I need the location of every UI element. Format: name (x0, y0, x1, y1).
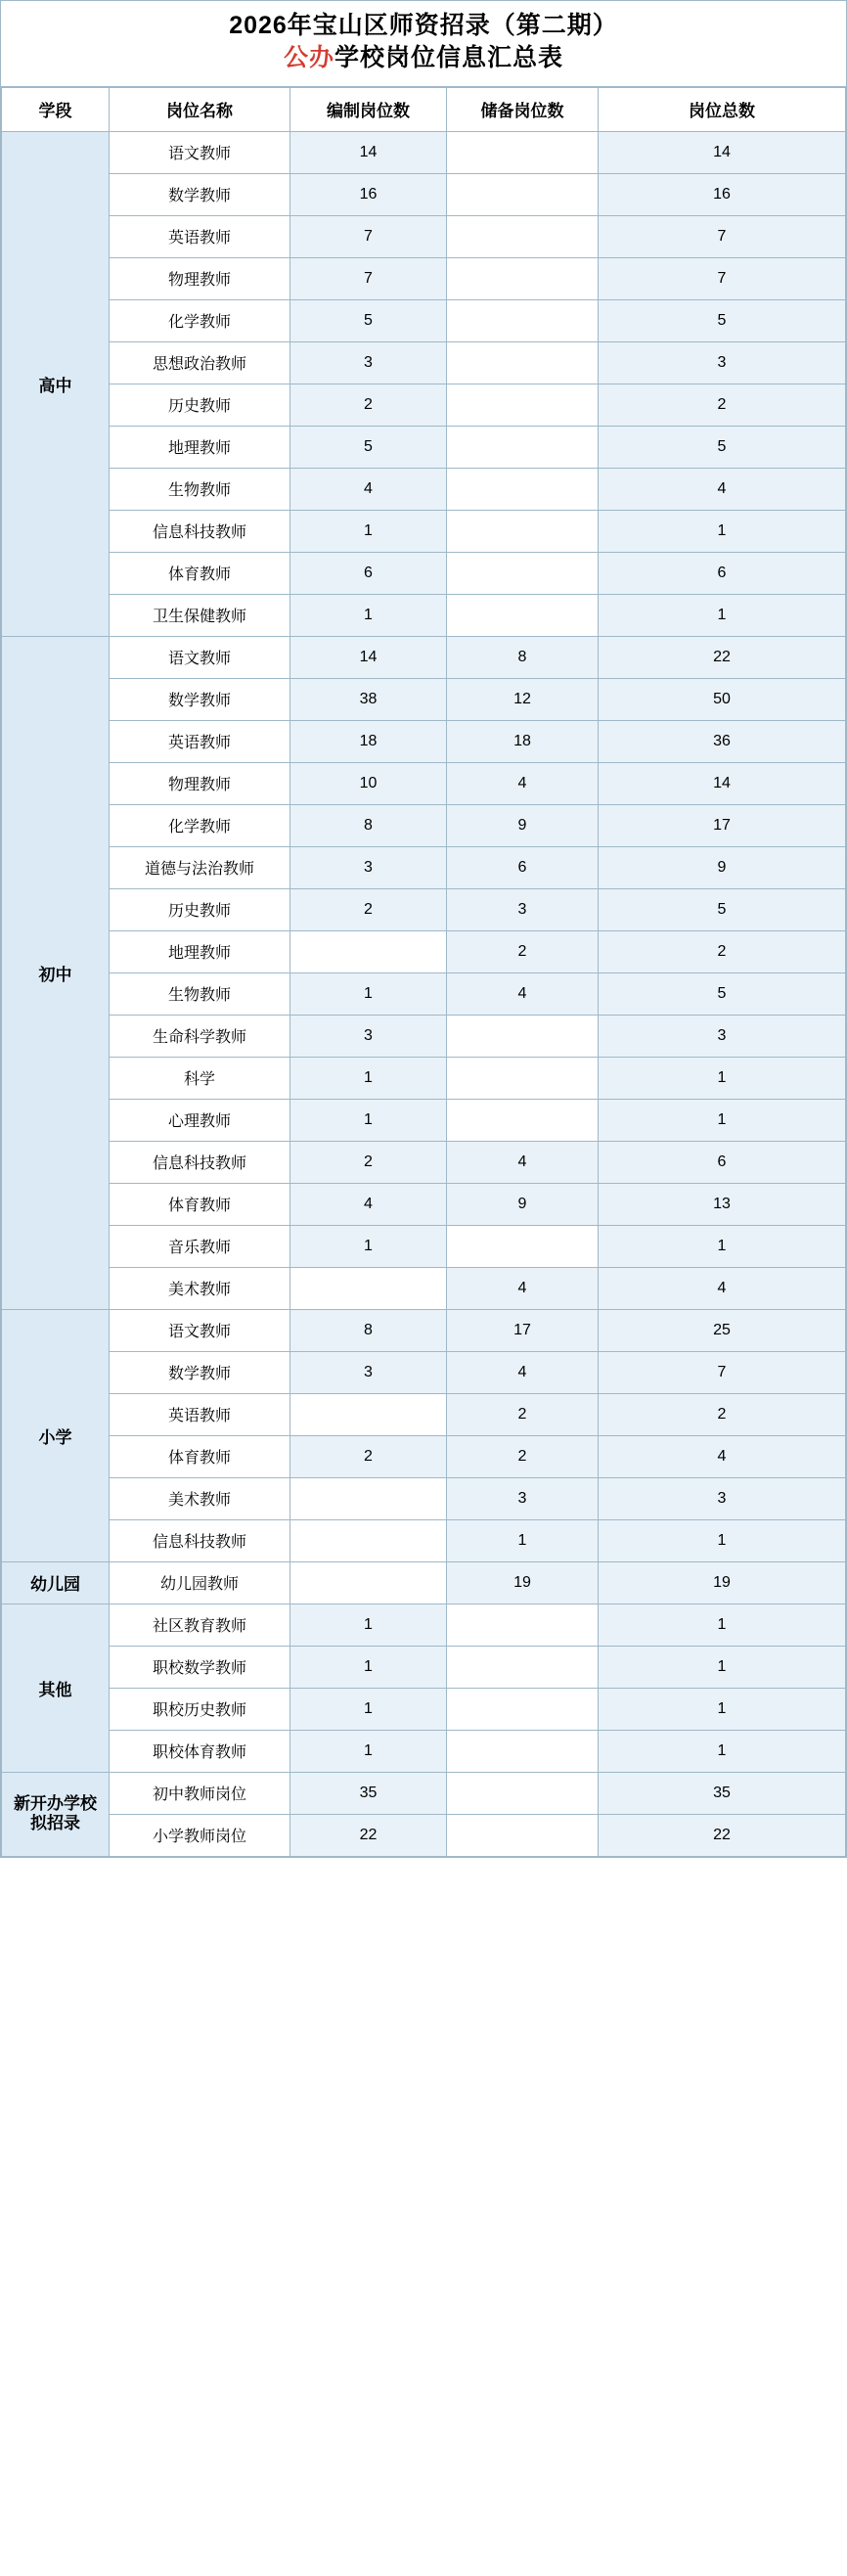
quota-cell: 1 (290, 1730, 447, 1772)
reserve-cell: 6 (447, 846, 599, 888)
quota-cell: 5 (290, 299, 447, 341)
post-name-cell: 思想政治教师 (110, 341, 290, 384)
reserve-cell: 19 (447, 1561, 599, 1604)
reserve-cell: 2 (447, 930, 599, 972)
quota-cell: 3 (290, 1351, 447, 1393)
table-row (2, 552, 846, 594)
reserve-cell: 3 (447, 888, 599, 930)
post-name-cell: 体育教师 (110, 1183, 290, 1225)
quota-cell (290, 930, 447, 972)
positions-table (1, 87, 846, 1857)
reserve-cell: 9 (447, 1183, 599, 1225)
post-name-cell: 心理教师 (110, 1099, 290, 1141)
reserve-cell (447, 1225, 599, 1267)
total-cell: 6 (599, 552, 846, 594)
title-highlight: 公办 (283, 44, 334, 72)
total-cell: 4 (599, 468, 846, 510)
quota-cell: 7 (290, 215, 447, 257)
total-cell: 5 (599, 299, 846, 341)
reserve-cell (447, 341, 599, 384)
table-row (2, 1561, 846, 1604)
total-cell: 22 (599, 636, 846, 678)
reserve-cell (447, 1057, 599, 1099)
column-header-reserve: 储备岗位数 (447, 87, 599, 131)
post-name-cell: 信息科技教师 (110, 1519, 290, 1561)
post-name-cell: 社区教育教师 (110, 1604, 290, 1646)
post-name-cell: 历史教师 (110, 888, 290, 930)
total-cell: 6 (599, 1141, 846, 1183)
reserve-cell (447, 1646, 599, 1688)
reserve-cell: 1 (447, 1519, 599, 1561)
table-row (2, 257, 846, 299)
total-cell: 2 (599, 384, 846, 426)
table-row (2, 215, 846, 257)
stage-cell: 高中 (2, 131, 110, 636)
total-cell: 7 (599, 215, 846, 257)
quota-cell: 3 (290, 1015, 447, 1057)
stage-cell: 小学 (2, 1309, 110, 1561)
total-cell: 2 (599, 930, 846, 972)
table-row (2, 1393, 846, 1435)
post-name-cell: 数学教师 (110, 678, 290, 720)
quota-cell (290, 1267, 447, 1309)
table-row (2, 846, 846, 888)
reserve-cell (447, 1772, 599, 1814)
post-name-cell: 体育教师 (110, 1435, 290, 1477)
quota-cell: 35 (290, 1772, 447, 1814)
total-cell: 22 (599, 1814, 846, 1856)
post-name-cell: 职校历史教师 (110, 1688, 290, 1730)
reserve-cell (447, 131, 599, 173)
post-name-cell: 英语教师 (110, 1393, 290, 1435)
total-cell: 14 (599, 131, 846, 173)
table-row (2, 594, 846, 636)
quota-cell: 1 (290, 972, 447, 1015)
table-row (2, 720, 846, 762)
reserve-cell: 4 (447, 1141, 599, 1183)
post-name-cell: 化学教师 (110, 299, 290, 341)
post-name-cell: 体育教师 (110, 552, 290, 594)
quota-cell: 1 (290, 1646, 447, 1688)
total-cell: 1 (599, 594, 846, 636)
table-row (2, 1730, 846, 1772)
table-row (2, 1604, 846, 1646)
title-suffix: 学校岗位信息汇总表 (334, 44, 564, 72)
total-cell: 1 (599, 1730, 846, 1772)
reserve-cell (447, 215, 599, 257)
total-cell: 3 (599, 341, 846, 384)
stage-cell: 初中 (2, 636, 110, 1309)
reserve-cell: 4 (447, 972, 599, 1015)
reserve-cell: 8 (447, 636, 599, 678)
table-row (2, 636, 846, 678)
reserve-cell (447, 1604, 599, 1646)
quota-cell: 5 (290, 426, 447, 468)
total-cell: 3 (599, 1477, 846, 1519)
quota-cell: 7 (290, 257, 447, 299)
total-cell: 2 (599, 1393, 846, 1435)
total-cell: 19 (599, 1561, 846, 1604)
quota-cell: 4 (290, 1183, 447, 1225)
reserve-cell (447, 173, 599, 215)
total-cell: 9 (599, 846, 846, 888)
stage-cell: 幼儿园 (2, 1561, 110, 1604)
table-row (2, 1141, 846, 1183)
post-name-cell: 地理教师 (110, 930, 290, 972)
table-row (2, 299, 846, 341)
post-name-cell: 道德与法治教师 (110, 846, 290, 888)
post-name-cell: 美术教师 (110, 1267, 290, 1309)
post-name-cell: 英语教师 (110, 215, 290, 257)
table-row (2, 888, 846, 930)
reserve-cell: 3 (447, 1477, 599, 1519)
table-row (2, 173, 846, 215)
table-row (2, 1646, 846, 1688)
quota-cell: 1 (290, 510, 447, 552)
reserve-cell: 2 (447, 1435, 599, 1477)
reserve-cell (447, 299, 599, 341)
reserve-cell: 12 (447, 678, 599, 720)
reserve-cell (447, 510, 599, 552)
quota-cell (290, 1519, 447, 1561)
quota-cell: 16 (290, 173, 447, 215)
total-cell: 1 (599, 1604, 846, 1646)
total-cell: 5 (599, 888, 846, 930)
post-name-cell: 科学 (110, 1057, 290, 1099)
post-name-cell: 生物教师 (110, 972, 290, 1015)
table-row (2, 930, 846, 972)
quota-cell: 6 (290, 552, 447, 594)
table-row (2, 426, 846, 468)
quota-cell: 3 (290, 846, 447, 888)
table-row (2, 510, 846, 552)
table-row (2, 131, 846, 173)
quota-cell: 8 (290, 804, 447, 846)
table-row (2, 1477, 846, 1519)
table-row (2, 1057, 846, 1099)
post-name-cell: 信息科技教师 (110, 510, 290, 552)
reserve-cell (447, 468, 599, 510)
post-name-cell: 美术教师 (110, 1477, 290, 1519)
title-block (1, 1, 846, 87)
total-cell: 17 (599, 804, 846, 846)
post-name-cell: 语文教师 (110, 131, 290, 173)
quota-cell: 14 (290, 131, 447, 173)
reserve-cell: 4 (447, 1267, 599, 1309)
post-name-cell: 物理教师 (110, 762, 290, 804)
post-name-cell: 语文教师 (110, 1309, 290, 1351)
total-cell: 3 (599, 1015, 846, 1057)
post-name-cell: 化学教师 (110, 804, 290, 846)
reserve-cell (447, 1099, 599, 1141)
quota-cell: 22 (290, 1814, 447, 1856)
table-row (2, 468, 846, 510)
table-row (2, 1435, 846, 1477)
post-name-cell: 英语教师 (110, 720, 290, 762)
table-row (2, 1688, 846, 1730)
post-name-cell: 信息科技教师 (110, 1141, 290, 1183)
table-row (2, 384, 846, 426)
table-row (2, 678, 846, 720)
post-name-cell: 初中教师岗位 (110, 1772, 290, 1814)
post-name-cell: 数学教师 (110, 1351, 290, 1393)
table-row (2, 762, 846, 804)
table-row (2, 1814, 846, 1856)
post-name-cell: 小学教师岗位 (110, 1814, 290, 1856)
post-name-cell: 历史教师 (110, 384, 290, 426)
reserve-cell: 9 (447, 804, 599, 846)
quota-cell: 2 (290, 1435, 447, 1477)
post-name-cell: 语文教师 (110, 636, 290, 678)
table-row (2, 972, 846, 1015)
column-header-quota: 编制岗位数 (290, 87, 447, 131)
quota-cell: 1 (290, 1057, 447, 1099)
quota-cell: 2 (290, 384, 447, 426)
total-cell: 1 (599, 510, 846, 552)
quota-cell (290, 1393, 447, 1435)
post-name-cell: 地理教师 (110, 426, 290, 468)
quota-cell: 8 (290, 1309, 447, 1351)
quota-cell: 1 (290, 1099, 447, 1141)
table-row (2, 1309, 846, 1351)
post-name-cell: 职校数学教师 (110, 1646, 290, 1688)
reserve-cell: 2 (447, 1393, 599, 1435)
quota-cell: 1 (290, 1604, 447, 1646)
total-cell: 1 (599, 1688, 846, 1730)
table-header (2, 87, 846, 131)
post-name-cell: 职校体育教师 (110, 1730, 290, 1772)
column-header-total: 岗位总数 (599, 87, 846, 131)
total-cell: 1 (599, 1646, 846, 1688)
reserve-cell: 4 (447, 1351, 599, 1393)
total-cell: 25 (599, 1309, 846, 1351)
table-row (2, 1351, 846, 1393)
quota-cell: 1 (290, 594, 447, 636)
table-row (2, 1267, 846, 1309)
quota-cell: 14 (290, 636, 447, 678)
stage-cell: 其他 (2, 1604, 110, 1772)
total-cell: 4 (599, 1435, 846, 1477)
total-cell: 50 (599, 678, 846, 720)
total-cell: 1 (599, 1519, 846, 1561)
reserve-cell (447, 552, 599, 594)
table-row (2, 1772, 846, 1814)
reserve-cell (447, 1015, 599, 1057)
reserve-cell: 4 (447, 762, 599, 804)
reserve-cell (447, 426, 599, 468)
total-cell: 1 (599, 1057, 846, 1099)
quota-cell (290, 1477, 447, 1519)
reserve-cell (447, 257, 599, 299)
quota-cell: 10 (290, 762, 447, 804)
page-title-line2 (1, 43, 846, 73)
reserve-cell (447, 1688, 599, 1730)
post-name-cell: 生物教师 (110, 468, 290, 510)
table-row (2, 1519, 846, 1561)
quota-cell: 3 (290, 341, 447, 384)
total-cell: 7 (599, 257, 846, 299)
reserve-cell: 18 (447, 720, 599, 762)
reserve-cell (447, 1814, 599, 1856)
column-header-stage: 学段 (2, 87, 110, 131)
post-name-cell: 数学教师 (110, 173, 290, 215)
post-name-cell: 幼儿园教师 (110, 1561, 290, 1604)
reserve-cell (447, 594, 599, 636)
table-body (2, 131, 846, 1856)
total-cell: 35 (599, 1772, 846, 1814)
total-cell: 14 (599, 762, 846, 804)
table-row (2, 1225, 846, 1267)
reserve-cell (447, 384, 599, 426)
table-row (2, 1099, 846, 1141)
quota-cell: 1 (290, 1225, 447, 1267)
table-header-row (2, 87, 846, 131)
total-cell: 4 (599, 1267, 846, 1309)
total-cell: 16 (599, 173, 846, 215)
column-header-post: 岗位名称 (110, 87, 290, 131)
quota-cell: 2 (290, 1141, 447, 1183)
total-cell: 1 (599, 1099, 846, 1141)
total-cell: 36 (599, 720, 846, 762)
reserve-cell (447, 1730, 599, 1772)
table-row (2, 1183, 846, 1225)
stage-cell: 新开办学校 拟招录 (2, 1772, 110, 1856)
quota-cell: 38 (290, 678, 447, 720)
post-name-cell: 卫生保健教师 (110, 594, 290, 636)
total-cell: 7 (599, 1351, 846, 1393)
quota-cell: 4 (290, 468, 447, 510)
total-cell: 5 (599, 426, 846, 468)
reserve-cell: 17 (447, 1309, 599, 1351)
quota-cell: 1 (290, 1688, 447, 1730)
post-name-cell: 音乐教师 (110, 1225, 290, 1267)
total-cell: 5 (599, 972, 846, 1015)
page-title-line1: 2026年宝山区师资招录（第二期） (229, 12, 618, 39)
post-name-cell: 生命科学教师 (110, 1015, 290, 1057)
table-row (2, 1015, 846, 1057)
post-name-cell: 物理教师 (110, 257, 290, 299)
quota-cell (290, 1561, 447, 1604)
table-row (2, 341, 846, 384)
quota-cell: 18 (290, 720, 447, 762)
total-cell: 1 (599, 1225, 846, 1267)
total-cell: 13 (599, 1183, 846, 1225)
quota-cell: 2 (290, 888, 447, 930)
table-row (2, 804, 846, 846)
